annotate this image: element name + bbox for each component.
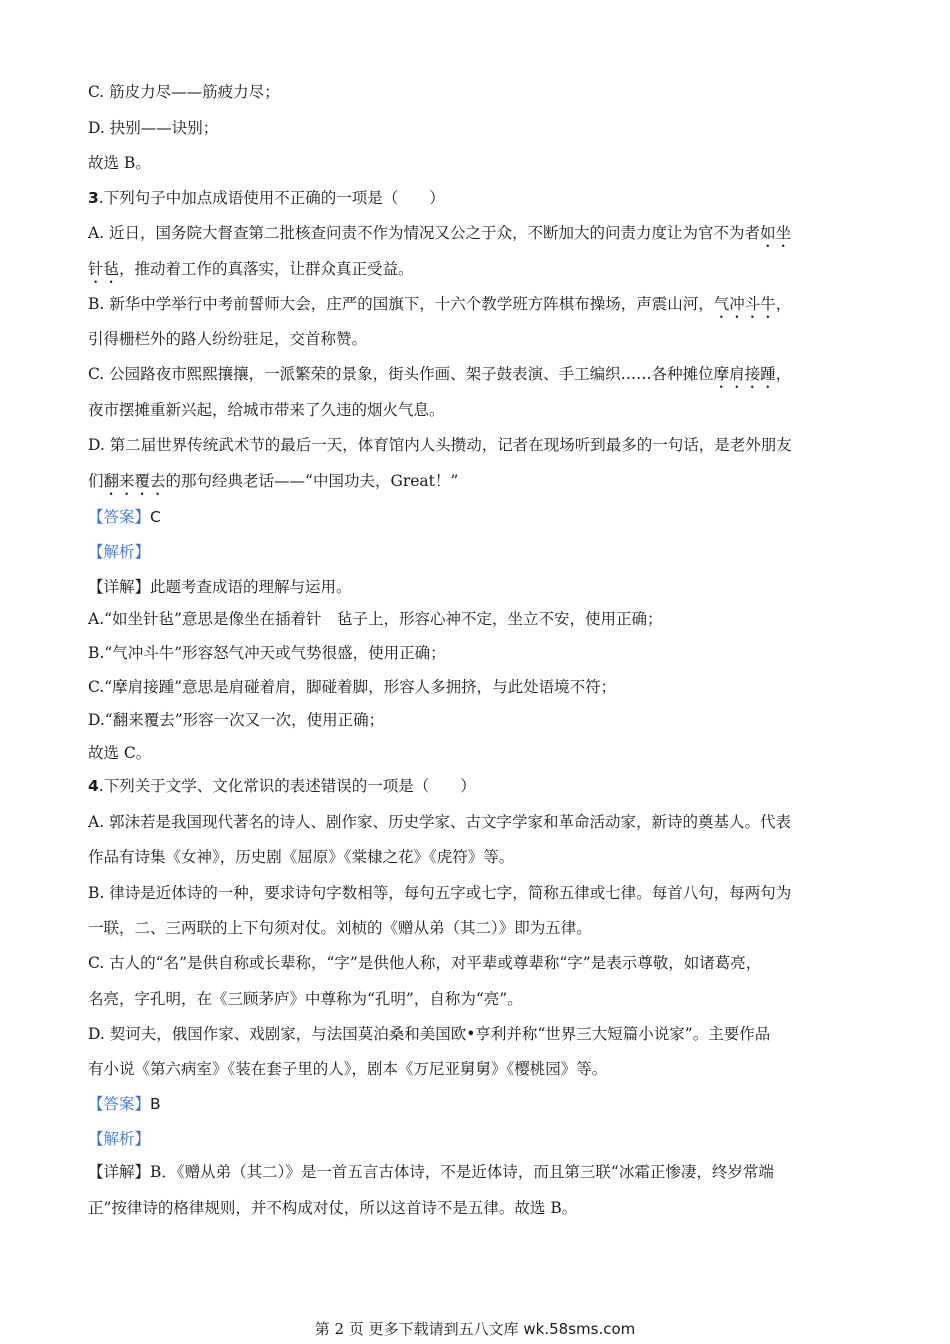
analysis-tag: 【解析】 xyxy=(88,1130,151,1148)
answer-value: C xyxy=(150,508,161,526)
answer-tag: 【答案】 xyxy=(88,1095,151,1113)
footer-text: 更多下载请到五八文库 xyxy=(363,1320,524,1338)
option-text: ，推动着工作的真落实，让群众真正受益。 xyxy=(119,260,414,278)
option-3d-line-2 xyxy=(88,469,863,499)
page-footer xyxy=(0,1318,950,1340)
dotted-idiom: 针毡 xyxy=(88,260,120,278)
option-3d-line-1: D. 第二届世界传统武术节的最后一天，体育馆内人头攒动，记者在现场听到最多的一句话，是老外朋友 xyxy=(88,436,792,454)
page-number: 第 2 页 xyxy=(314,1320,364,1338)
option-4d-line-2: 有小说《第六病室》《装在套子里的人》，剧本《万尼亚舅舅》《樱桃园》等。 xyxy=(88,1060,608,1078)
choose-line: 故选 C。 xyxy=(88,744,152,762)
dotted-idiom: 气冲斗牛 xyxy=(713,295,776,313)
question-text: .下列关于文学、文化常识的表述错误的一项是（ ） xyxy=(98,777,476,795)
option-4a-line-1: A. 郭沫若是我国现代著名的诗人、剧作家、历史学家、古文字学家和革命活动家，新诗的奠基人。代表 xyxy=(88,813,792,831)
option-text: C. 公园路夜市熙熙攘攘，一派繁荣的景象，街头作画、架子鼓表演、手工编织……各种摊位 xyxy=(88,365,714,383)
question-text: .下列句子中加点成语使用不正确的一项是（ ） xyxy=(98,189,445,207)
detail-line xyxy=(88,575,863,599)
option-3a-line-2 xyxy=(88,257,863,287)
option-4c-line-2: 名亮，字孔明，在《三顾茅庐》中尊称为“孔明”，自称为“亮”。 xyxy=(88,990,523,1008)
option-4d-line-1: D. 契诃夫，俄国作家、戏剧家，与法国莫泊桑和美国欧•亨利并称“世界三大短篇小说家”。主要作品 xyxy=(88,1025,771,1043)
detail-text: 此题考查成语的理解与运用。 xyxy=(150,578,352,596)
option-text: ， xyxy=(775,295,792,313)
detail-text: B．《赠从弟（其二）》是一首五言古体诗，不是近体诗，而且第三联“冰霜正惨凄，终岁常端 xyxy=(150,1163,774,1181)
answer-tag: 【答案】 xyxy=(88,508,151,526)
option-3c-line-1 xyxy=(88,362,863,392)
detail-tag: 【详解】 xyxy=(88,1163,151,1181)
detail-line xyxy=(88,1160,863,1184)
footer-link[interactable]: wk.58sms.com xyxy=(523,1320,636,1338)
dotted-idiom: 摩肩接踵 xyxy=(713,365,776,383)
option-4b-line-1: B. 律诗是近体诗的一种，要求诗句字数相等，每句五字或七字，简称五律或七律。每首八句，每两句为 xyxy=(88,884,792,902)
option-4b-line-2: 一联，二、三两联的上下句须对仗。刘桢的《赠从弟（其二）》即为五律。 xyxy=(88,919,592,937)
option-3b-line-2: 引得栅栏外的路人纷纷驻足，交首称赞。 xyxy=(88,330,368,348)
answer-line xyxy=(88,1092,863,1116)
option-4c-line-1: C. 古人的“名”是供自称或长辈称，“字”是供他人称，对平辈或尊辈称“字”是表示尊敬，如诸葛亮， xyxy=(88,954,762,972)
text-line: D. 抉别——诀别； xyxy=(88,119,219,137)
question-4-stem xyxy=(88,774,863,798)
explanation-c: C.“摩肩接踵”意思是肩碰着肩，脚碰着脚，形容人多拥挤，与此处语境不符； xyxy=(88,678,617,696)
option-text: 们 xyxy=(88,472,104,490)
question-number: 3 xyxy=(88,189,99,207)
detail-line-2: 正”按律诗的格律规则，并不构成对仗，所以这首诗不是五律。故选 B。 xyxy=(88,1199,578,1217)
option-text: ， xyxy=(775,365,792,383)
explanation-d: D.“翻来覆去”形容一次又一次，使用正确； xyxy=(88,711,385,729)
text-line: 故选 B。 xyxy=(88,154,151,172)
detail-tag: 【详解】 xyxy=(88,578,151,596)
explanation-a: A.“如坐针毡”意思是像坐在插着针 毡子上，形容心神不定，坐立不安，使用正确； xyxy=(88,610,663,628)
analysis-tag: 【解析】 xyxy=(88,543,151,561)
answer-value: B xyxy=(150,1095,161,1113)
option-text: A. 近日，国务院大督查第二批核查问责不作为情况又公之于众，不断加大的问责力度让为官不为者 xyxy=(88,224,761,242)
text-line: C. 筋皮力尽——筋疲力尽； xyxy=(88,83,280,101)
option-3a-line-1 xyxy=(88,221,863,251)
option-3c-line-2: 夜市摆摊重新兴起，给城市带来了久违的烟火气息。 xyxy=(88,401,445,419)
option-text: B. 新华中学举行中考前誓师大会，庄严的国旗下，十六个教学班方阵棋布操场，声震山河， xyxy=(88,295,714,313)
dotted-idiom: 如坐 xyxy=(760,224,792,242)
option-3b-line-1 xyxy=(88,292,863,322)
dotted-idiom: 翻来覆去 xyxy=(103,472,166,490)
explanation-b: B.“气冲斗牛”形容怒气冲天或气势很盛，使用正确； xyxy=(88,644,446,662)
question-number: 4 xyxy=(88,777,99,795)
question-3-stem xyxy=(88,186,863,210)
option-4a-line-2: 作品有诗集《女神》，历史剧《屈原》《棠棣之花》《虎符》等。 xyxy=(88,848,515,866)
option-text: 的那句经典老话——“中国功夫，Great！” xyxy=(165,472,459,490)
answer-line xyxy=(88,505,863,529)
